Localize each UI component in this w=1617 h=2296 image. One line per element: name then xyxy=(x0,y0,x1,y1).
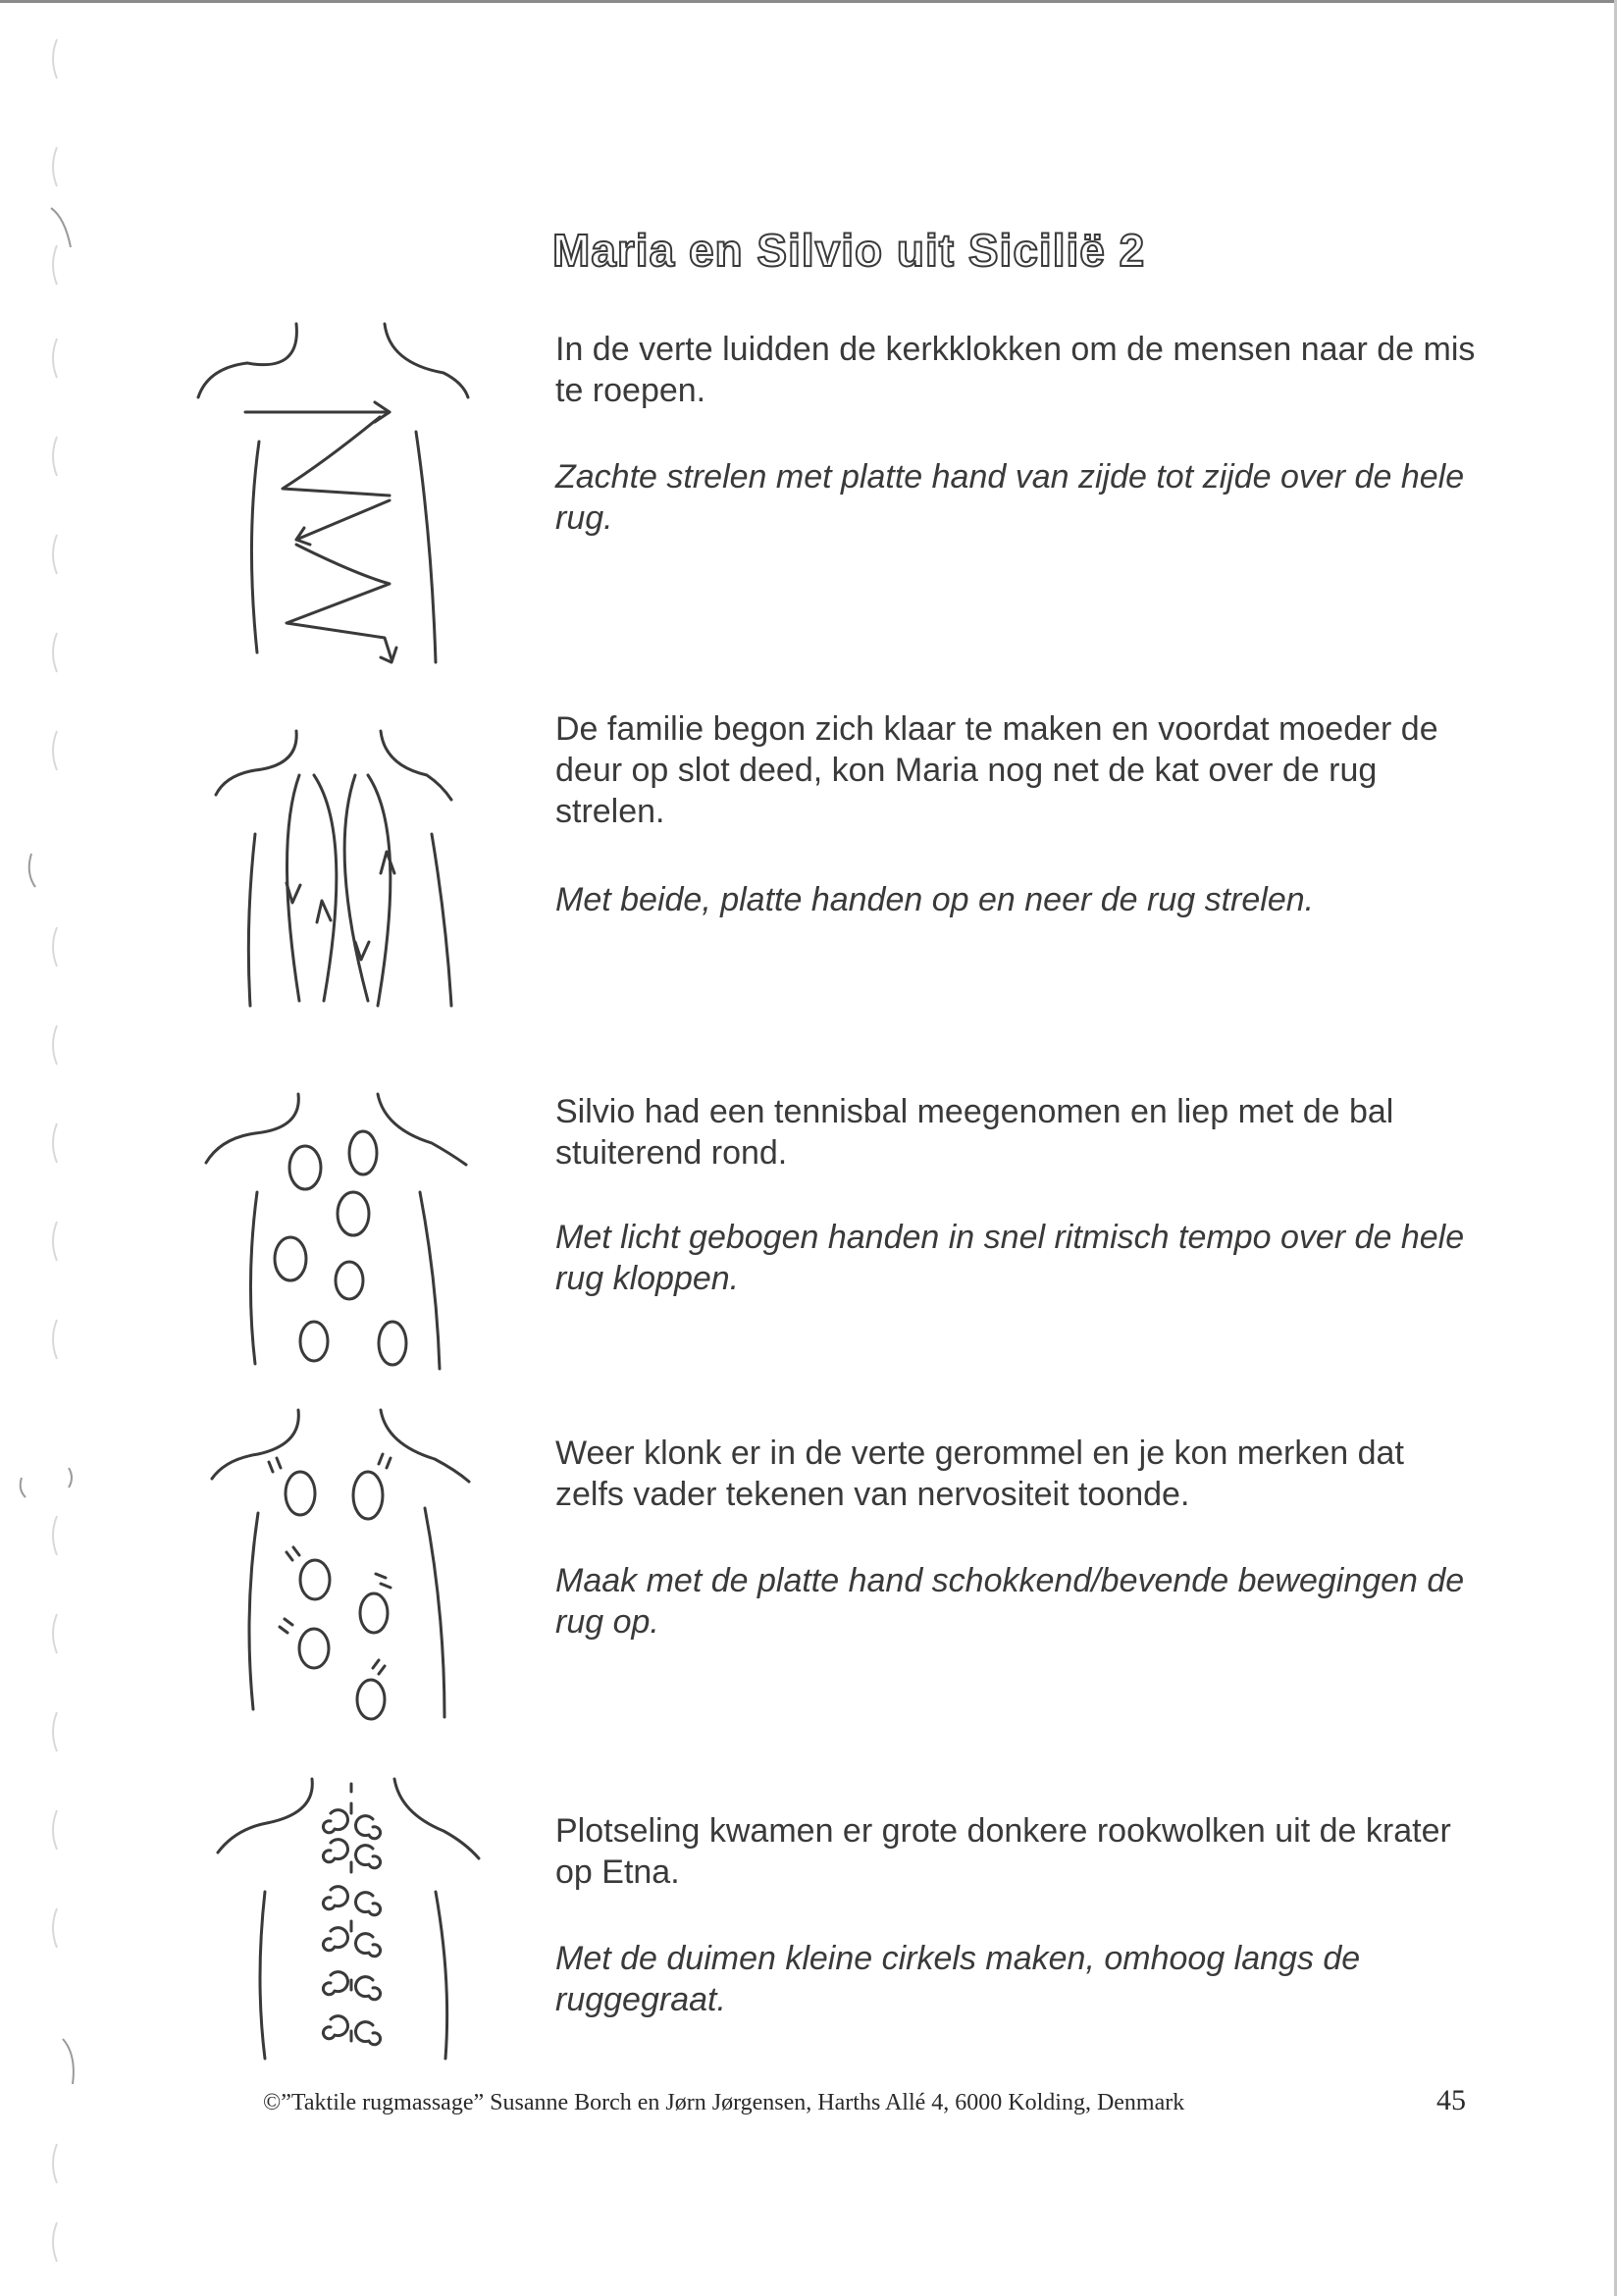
instruction-text-3: Met licht gebogen handen in snel ritmisch tempo over de hele rug kloppen. xyxy=(555,1219,1465,1297)
page-number: 45 xyxy=(1436,2084,1466,2116)
instruction-text-1: Zachte strelen met platte hand van zijde tot zijde over de hele rug. xyxy=(555,458,1465,537)
scan-edge-top xyxy=(0,0,1617,3)
instruction-text-2: Met beide, platte handen op en neer de rug strelen. xyxy=(555,881,1315,918)
page-title: Maria en Silvio uit Sicilië 2 xyxy=(552,225,1146,276)
instruction-text-4: Maak met de platte hand schokkend/bevende bewegingen de rug op. xyxy=(555,1562,1465,1641)
instruction-text-5: Met de duimen kleine cirkels maken, omhoog langs de ruggegraat. xyxy=(555,1940,1361,2018)
story-text-1: In de verte luidden de kerkklokken om de mensen naar de mis te roepen. xyxy=(555,331,1476,409)
tapping-back-icon xyxy=(196,1084,491,1379)
binder-holes-marks xyxy=(18,0,77,2296)
story-text-4: Weer klonk er in de verte gerommel en je kon merken dat zelfs vader tekenen van nervositeit toonde. xyxy=(555,1435,1404,1513)
zigzag-stroke-back-icon xyxy=(188,314,483,687)
shaking-back-icon xyxy=(204,1405,498,1729)
copyright-footer: ©”Taktile rugmassage” Susanne Borch en Jørn Jørgensen, Harths Allé 4, 6000 Kolding, Denmark xyxy=(263,2090,1185,2115)
story-text-3: Silvio had een tennisbal meegenomen en liep met de bal stuiterend rond. xyxy=(555,1093,1394,1172)
up-down-stroke-back-icon xyxy=(206,726,481,1020)
story-text-2: De familie begon zich klaar te maken en voordat moeder de deur op slot deed, kon Maria nog net de kat over de rug strelen. xyxy=(555,710,1438,830)
thumb-circles-back-icon xyxy=(208,1774,502,2068)
story-text-5: Plotseling kwamen er grote donkere rookwolken uit de krater op Etna. xyxy=(555,1812,1451,1891)
